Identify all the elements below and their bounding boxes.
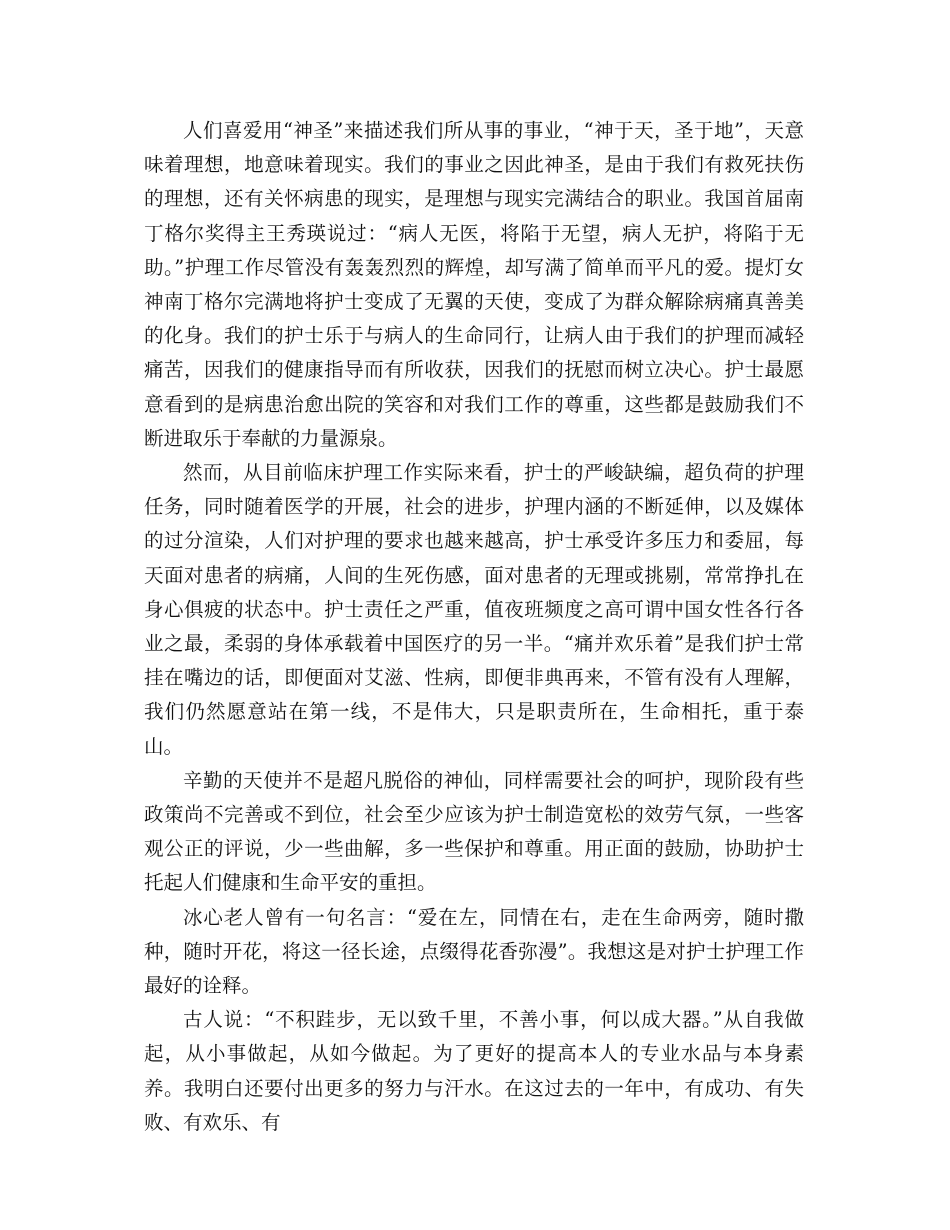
paragraph-3: 辛勤的天使并不是超凡脱俗的神仙，同样需要社会的呵护，现阶段有些政策尚不完善或不到位，社会至少应该为护士制造宽松的效劳气氛，一些客观公正的评说，少一些曲解，多一些保护和尊重。用正面的鼓励，协助护士托起人们健康和生命平安的重担。 — [144, 768, 804, 895]
paragraph-2: 然而，从目前临床护理工作实际来看，护士的严峻缺编，超负荷的护理任务，同时随着医学的开展，社会的进步，护理内涵的不断延伸，以及媒体的过分渲染，人们对护理的要求也越来越高，护士承受许多压力和委屈，每天面对患者的病痛，人间的生死伤感，面对患者的无理或挑剔，常常挣扎在身心俱疲的状态中。护士责任之严重，值夜班频度之高可谓中国女性各行各业之最，柔弱的身体承载着中国医疗的另一半。“痛并欢乐着”是我们护士常挂在嘴边的话，即便面对艾滋、性病，即便非典再来，不管有没有人理解，我们仍然愿意站在第一线，不是伟大，只是职责所在，生命相托，重于泰山。 — [144, 461, 804, 758]
paragraph-5: 古人说：“不积跬步，无以致千里，不善小事，何以成大器。”从自我做起，从小事做起，从如今做起。为了更好的提高本人的专业水品与本身素养。我明白还要付出更多的努力与汗水。在这过去的一年中，有成功、有失败、有欢乐、有 — [144, 1008, 804, 1134]
paragraph-1: 人们喜爱用“神圣”来描述我们所从事的事业，“神于天，圣于地”，天意味着理想，地意味着现实。我们的事业之因此神圣，是由于我们有救死扶伤的理想，还有关怀病患的现实，是理想与现实完满结合的职业。我国首届南丁格尔奖得主王秀瑛说过：“病人无医，将陷于无望，病人无护，将陷于无助。”护理工作尽管没有轰轰烈烈的辉煌，却写满了简单而平凡的爱。提灯女神南丁格尔完满地将护士变成了无翼的天使，变成了为群众解除病痛真善美的化身。我们的护士乐于与病人的生命同行，让病人由于我们的护理而减轻痛苦，因我们的健康指导而有所收获，因我们的抚慰而树立决心。护士最愿意看到的是病患治愈出院的笑容和对我们工作的尊重，这些都是鼓励我们不断进取乐于奉献的力量源泉。 — [144, 119, 804, 450]
paragraph-4: 冰心老人曾有一句名言：“爱在左，同情在右，走在生命两旁，随时撒种，随时开花，将这一径长途，点缀得花香弥漫”。我想这是对护士护理工作最好的诠释。 — [144, 905, 804, 998]
document-body — [144, 114, 804, 1140]
